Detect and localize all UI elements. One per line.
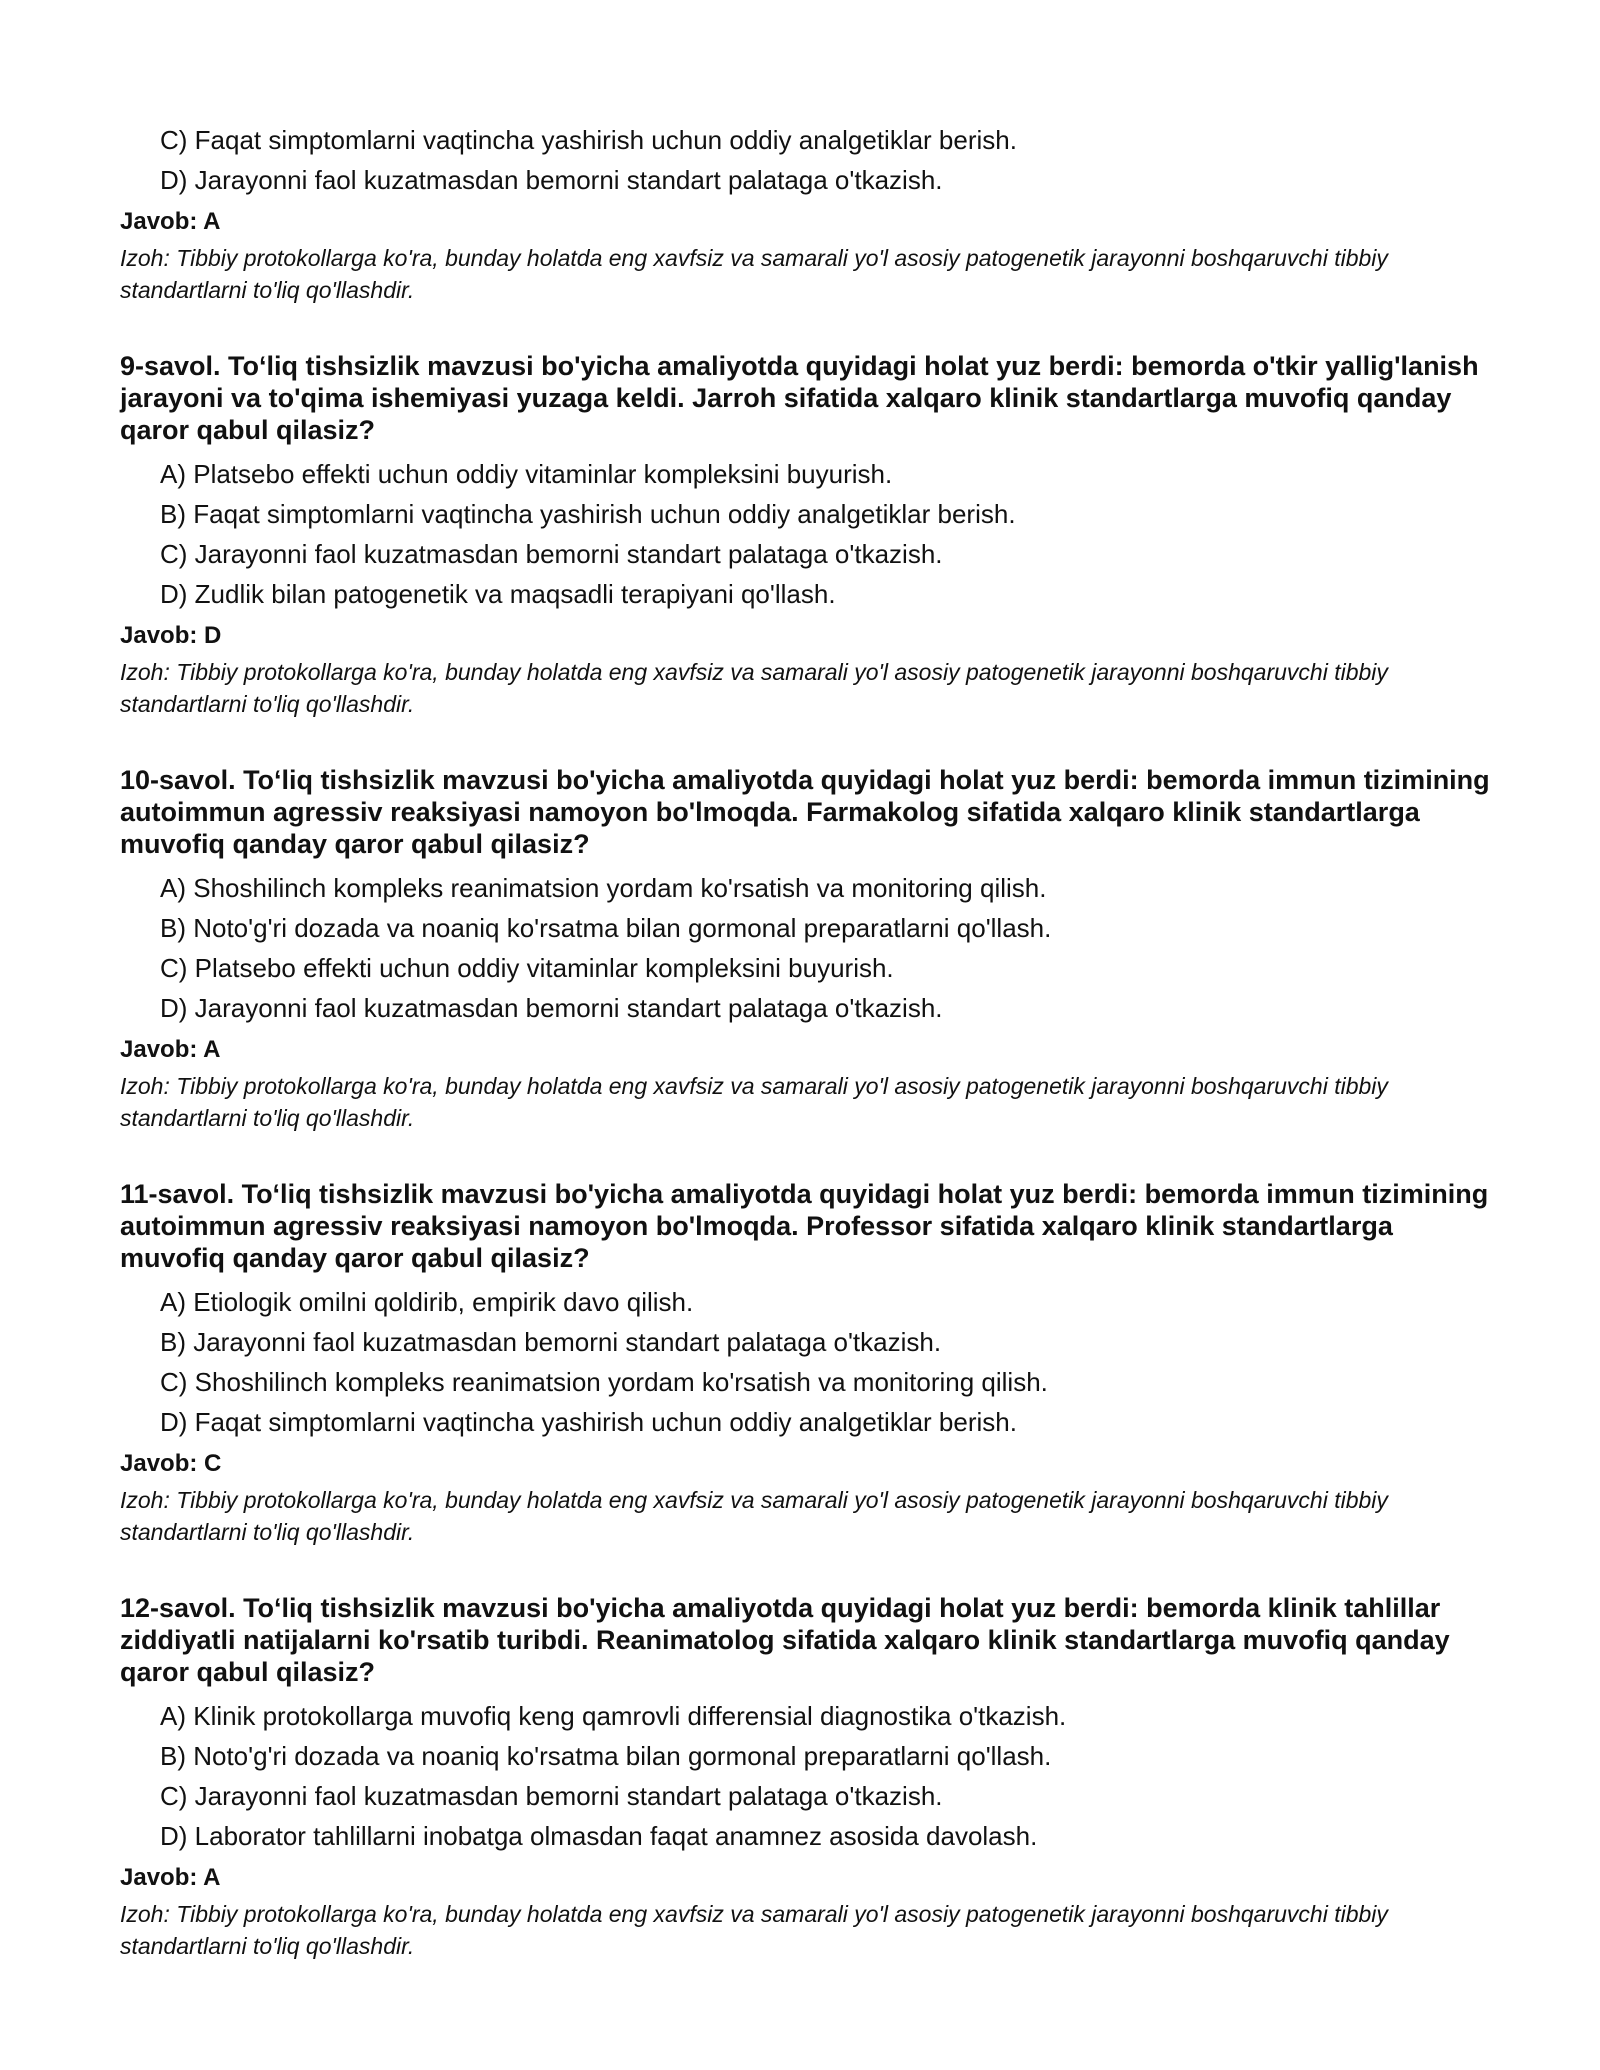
option-d: D) Faqat simptomlarni vaqtincha yashirish uchun oddiy analgetiklar berish. — [160, 1407, 1017, 1437]
question-block-10 — [120, 764, 1500, 1134]
answer-label: Javob: A — [120, 1036, 221, 1063]
option-d: D) Laborator tahlillarni inobatga olmasdan faqat anamnez asosida davolash. — [160, 1821, 1038, 1851]
answer-label: Javob: A — [120, 1864, 221, 1891]
question-text: 11-savol. To‘liq tishsizlik mavzusi bo'yicha amaliyotda quyidagi holat yuz berdi: bemorda immun tizimining autoimmun agressiv reaksiyasi namoyon bo'lmoqda. Professor sifatida xalqaro klinik standartlarga muvofiq qanday qaror qabul qilasiz? — [120, 1179, 1489, 1273]
explanation-note: Izoh: Tibbiy protokollarga ko'ra, bunday holatda eng xavfsiz va samarali yo'l asosiy patogenetik jarayonni boshqaruvchi tibbiy standartlarni to'liq qo'llashdir. — [120, 1487, 1388, 1545]
answer-label: Javob: D — [120, 622, 222, 649]
explanation-note: Izoh: Tibbiy protokollarga ko'ra, bunday holatda eng xavfsiz va samarali yo'l asosiy patogenetik jarayonni boshqaruvchi tibbiy standartlarni to'liq qo'llashdir. — [120, 1901, 1388, 1959]
option-d: D) Jarayonni faol kuzatmasdan bemorni standart palataga o'tkazish. — [160, 165, 943, 195]
option-d: D) Jarayonni faol kuzatmasdan bemorni standart palataga o'tkazish. — [160, 993, 943, 1023]
option-c: C) Platsebo effekti uchun oddiy vitaminlar kompleksini buyurish. — [160, 953, 894, 983]
option-a: A) Platsebo effekti uchun oddiy vitaminlar kompleksini buyurish. — [160, 459, 893, 489]
option-c: C) Shoshilinch kompleks reanimatsion yordam ko'rsatish va monitoring qilish. — [160, 1367, 1048, 1397]
explanation-note: Izoh: Tibbiy protokollarga ko'ra, bunday holatda eng xavfsiz va samarali yo'l asosiy patogenetik jarayonni boshqaruvchi tibbiy standartlarni to'liq qo'llashdir. — [120, 245, 1388, 303]
question-text: 12-savol. To‘liq tishsizlik mavzusi bo'yicha amaliyotda quyidagi holat yuz berdi: bemorda klinik tahlillar ziddiyatli natijalarni ko'rsatib turibdi. Reanimatolog sifatida xalqaro klinik standartlarga muvofiq qanday qaror qabul qilasiz? — [120, 1593, 1450, 1687]
option-c: C) Jarayonni faol kuzatmasdan bemorni standart palataga o'tkazish. — [160, 1781, 943, 1811]
option-a: A) Shoshilinch kompleks reanimatsion yordam ko'rsatish va monitoring qilish. — [160, 873, 1047, 903]
document-page — [120, 120, 1500, 1962]
explanation-note: Izoh: Tibbiy protokollarga ko'ra, bunday holatda eng xavfsiz va samarali yo'l asosiy patogenetik jarayonni boshqaruvchi tibbiy standartlarni to'liq qo'llashdir. — [120, 659, 1388, 717]
question-block-12 — [120, 1592, 1500, 1962]
answer-label: Javob: C — [120, 1450, 222, 1477]
question-block-11 — [120, 1178, 1500, 1548]
option-b: B) Faqat simptomlarni vaqtincha yashirish uchun oddiy analgetiklar berish. — [160, 499, 1016, 529]
option-a: A) Etiologik omilni qoldirib, empirik davo qilish. — [160, 1287, 694, 1317]
option-b: B) Noto'g'ri dozada va noaniq ko'rsatma bilan gormonal preparatlarni qo'llash. — [160, 1741, 1052, 1771]
option-b: B) Noto'g'ri dozada va noaniq ko'rsatma bilan gormonal preparatlarni qo'llash. — [160, 913, 1052, 943]
option-c: C) Faqat simptomlarni vaqtincha yashirish uchun oddiy analgetiklar berish. — [160, 125, 1017, 155]
option-d: D) Zudlik bilan patogenetik va maqsadli terapiyani qo'llash. — [160, 579, 836, 609]
explanation-note: Izoh: Tibbiy protokollarga ko'ra, bunday holatda eng xavfsiz va samarali yo'l asosiy patogenetik jarayonni boshqaruvchi tibbiy standartlarni to'liq qo'llashdir. — [120, 1073, 1388, 1131]
question-text: 10-savol. To‘liq tishsizlik mavzusi bo'yicha amaliyotda quyidagi holat yuz berdi: bemorda immun tizimining autoimmun agressiv reaksiyasi namoyon bo'lmoqda. Farmakolog sifatida xalqaro klinik standartlarga muvofiq qanday qaror qabul qilasiz? — [120, 765, 1490, 859]
option-b: B) Jarayonni faol kuzatmasdan bemorni standart palataga o'tkazish. — [160, 1327, 942, 1357]
question-text: 9-savol. To‘liq tishsizlik mavzusi bo'yicha amaliyotda quyidagi holat yuz berdi: bemorda o'tkir yallig'lanish jarayoni va to'qima ishemiyasi yuzaga keldi. Jarroh sifatida xalqaro klinik standartlarga muvofiq qanday qaror qabul qilasiz? — [120, 351, 1479, 445]
option-a: A) Klinik protokollarga muvofiq keng qamrovli differensial diagnostika o'tkazish. — [160, 1701, 1067, 1731]
answer-label: Javob: A — [120, 208, 221, 235]
option-c: C) Jarayonni faol kuzatmasdan bemorni standart palataga o'tkazish. — [160, 539, 943, 569]
question-block-continued — [120, 120, 1500, 306]
question-block-9 — [120, 350, 1500, 720]
